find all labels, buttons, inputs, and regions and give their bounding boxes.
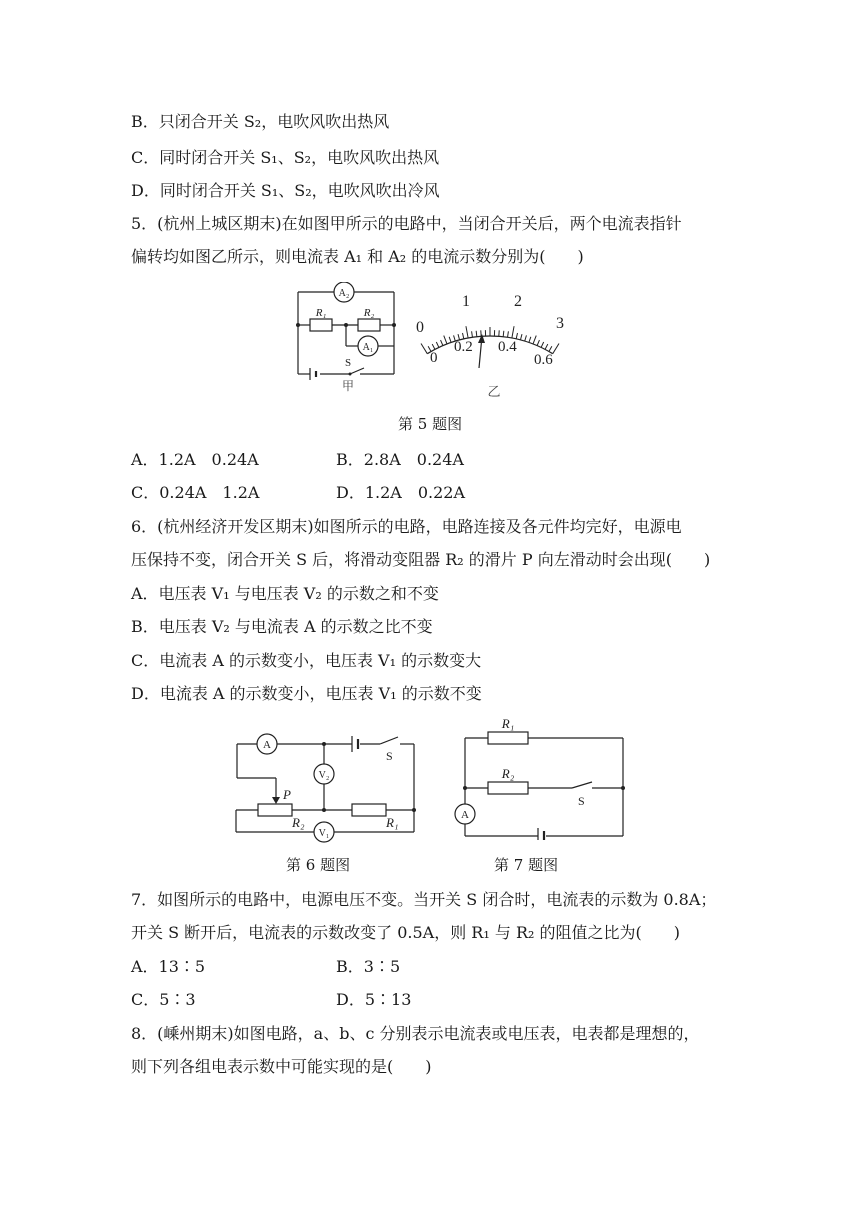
meter-top-1: 1 [462,293,470,310]
q6-figure-caption: 第 6 题图 [286,856,351,874]
meter-tick [516,333,517,339]
meter-tick [553,343,559,353]
meter-scale-ticks [421,326,559,353]
q5-option-a: A．1.2A 0.24A [131,450,259,469]
q7-stem-line1: 7．如图所示的电路中，电源电压不变。当开关 S 闭合时，电流表的示数为 0.8A； [131,890,717,909]
q5-r1-label: R₁ [315,307,327,319]
q6-stem-line1: 6．(杭州经济开发区期末)如图所示的电路，电路连接及各元件均完好，电源电 [131,517,682,536]
q7-switch-label: S [578,794,585,808]
meter-top-3: 3 [556,315,564,332]
meter-bottom-02: 0.2 [454,339,473,355]
q6-p-label: P [283,787,291,802]
meter-tick [533,336,536,344]
q6-option-a: A．电压表 V₁ 与电压表 V₂ 的示数之和不变 [131,584,439,603]
q7-option-d: D．5∶13 [336,990,412,1009]
q6-circuit-figure [228,728,424,848]
meter-tick [449,337,451,343]
q5-ammeter-a1-label: A₁ [362,342,374,353]
meter-tick [441,340,443,346]
q6-v2-label: V₂ [318,770,330,781]
q5-option-c: C．0.24A 1.2A [131,483,260,502]
meter-bottom-04: 0.4 [498,339,517,355]
q7-option-c: C．5∶3 [131,990,196,1009]
q7-stem-line2: 开关 S 断开后，电流表的示数改变了 0.5A，则 R₁ 与 R₂ 的阻值之比为( ) [131,923,680,942]
meter-tick [503,331,504,337]
q7-circuit-figure [446,712,628,840]
meter-tick [421,343,427,353]
meter-tick [529,337,531,343]
meter-top-0: 0 [416,319,424,336]
meter-bottom-0: 0 [430,350,438,366]
q5-switch-label: S [344,357,352,369]
q5-option-d: D．1.2A 0.22A [336,483,466,502]
q5-figure-caption: 第 5 题图 [398,415,463,433]
q6-ammeter-label: A [263,739,271,751]
q6-option-d: D．电流表 A 的示数变小，电压表 V₁ 的示数不变 [131,684,482,703]
q6-option-b: B．电压表 V₂ 与电流表 A 的示数之比不变 [131,617,433,636]
q7-figure-caption: 第 7 题图 [494,856,559,874]
meter-tick [545,344,548,349]
q6-v1-label: V₁ [318,828,330,839]
q5-meter-caption: 乙 [487,384,501,399]
q5-option-b: B．2.8A 0.24A [336,450,464,469]
q6-r1-label: R₁ [386,815,399,830]
meter-tick [525,335,527,341]
q8-stem-line1: 8．(嵊州期末)如图电路，a、b、c 分别表示电流表或电压表，电表都是理想的， [131,1024,700,1043]
meter-tick [541,342,544,347]
q5-circuit-figure [290,282,410,392]
meter-tick [472,331,473,337]
meter-tick [512,326,514,338]
q5-ammeter-a2-label: A₂ [338,288,350,299]
q5-stem-line2: 偏转均如图乙所示，则电流表 A₁ 和 A₂ 的电流示数分别为( ) [131,247,584,266]
q5-r2-label: R₂ [363,307,375,319]
q6-stem-line2: 压保持不变，闭合开关 S 后，将滑动变阻器 R₂ 的滑片 P 向左滑动时会出现( ) [131,550,711,569]
q8-stem-line2: 则下列各组电表示数中可能实现的是( ) [131,1057,432,1076]
meter-tick [463,333,464,339]
meter-tick [549,346,552,351]
meter-tick [476,331,477,337]
meter-tick [466,326,468,338]
q7-option-b: B．3∶5 [336,957,401,976]
q5-meter-figure [408,286,578,400]
q4-option-c: C．同时闭合开关 S₁、S₂，电吹风吹出热风 [131,148,440,167]
meter-tick [436,342,439,347]
q7-r2-label: R₂ [501,766,515,781]
meter-tick [444,336,447,344]
q6-switch-label: S [386,749,393,763]
q6-r2-label: R₂ [292,815,305,830]
q4-option-b: B．只闭合开关 S₂，电吹风吹出热风 [131,112,390,131]
meter-tick [520,334,522,340]
q4-option-d: D．同时闭合开关 S₁、S₂，电吹风吹出冷风 [131,181,440,200]
q5-circuit-caption: 甲 [341,379,355,392]
meter-tick [508,331,509,337]
meter-needle-head [478,334,485,343]
q7-option-a: A．13∶5 [131,957,206,976]
q5-stem-line1: 5．(杭州上城区期末)在如图甲所示的电路中，当闭合开关后，两个电流表指针 [131,214,682,233]
meter-bottom-06: 0.6 [534,352,553,368]
q7-r1-label: R₁ [501,716,515,731]
q6-option-c: C．电流表 A 的示数变小，电压表 V₁ 的示数变大 [131,651,482,670]
meter-tick [537,340,539,346]
q7-ammeter-label: A [461,809,469,821]
meter-tick [432,344,435,349]
meter-top-2: 2 [514,293,522,310]
